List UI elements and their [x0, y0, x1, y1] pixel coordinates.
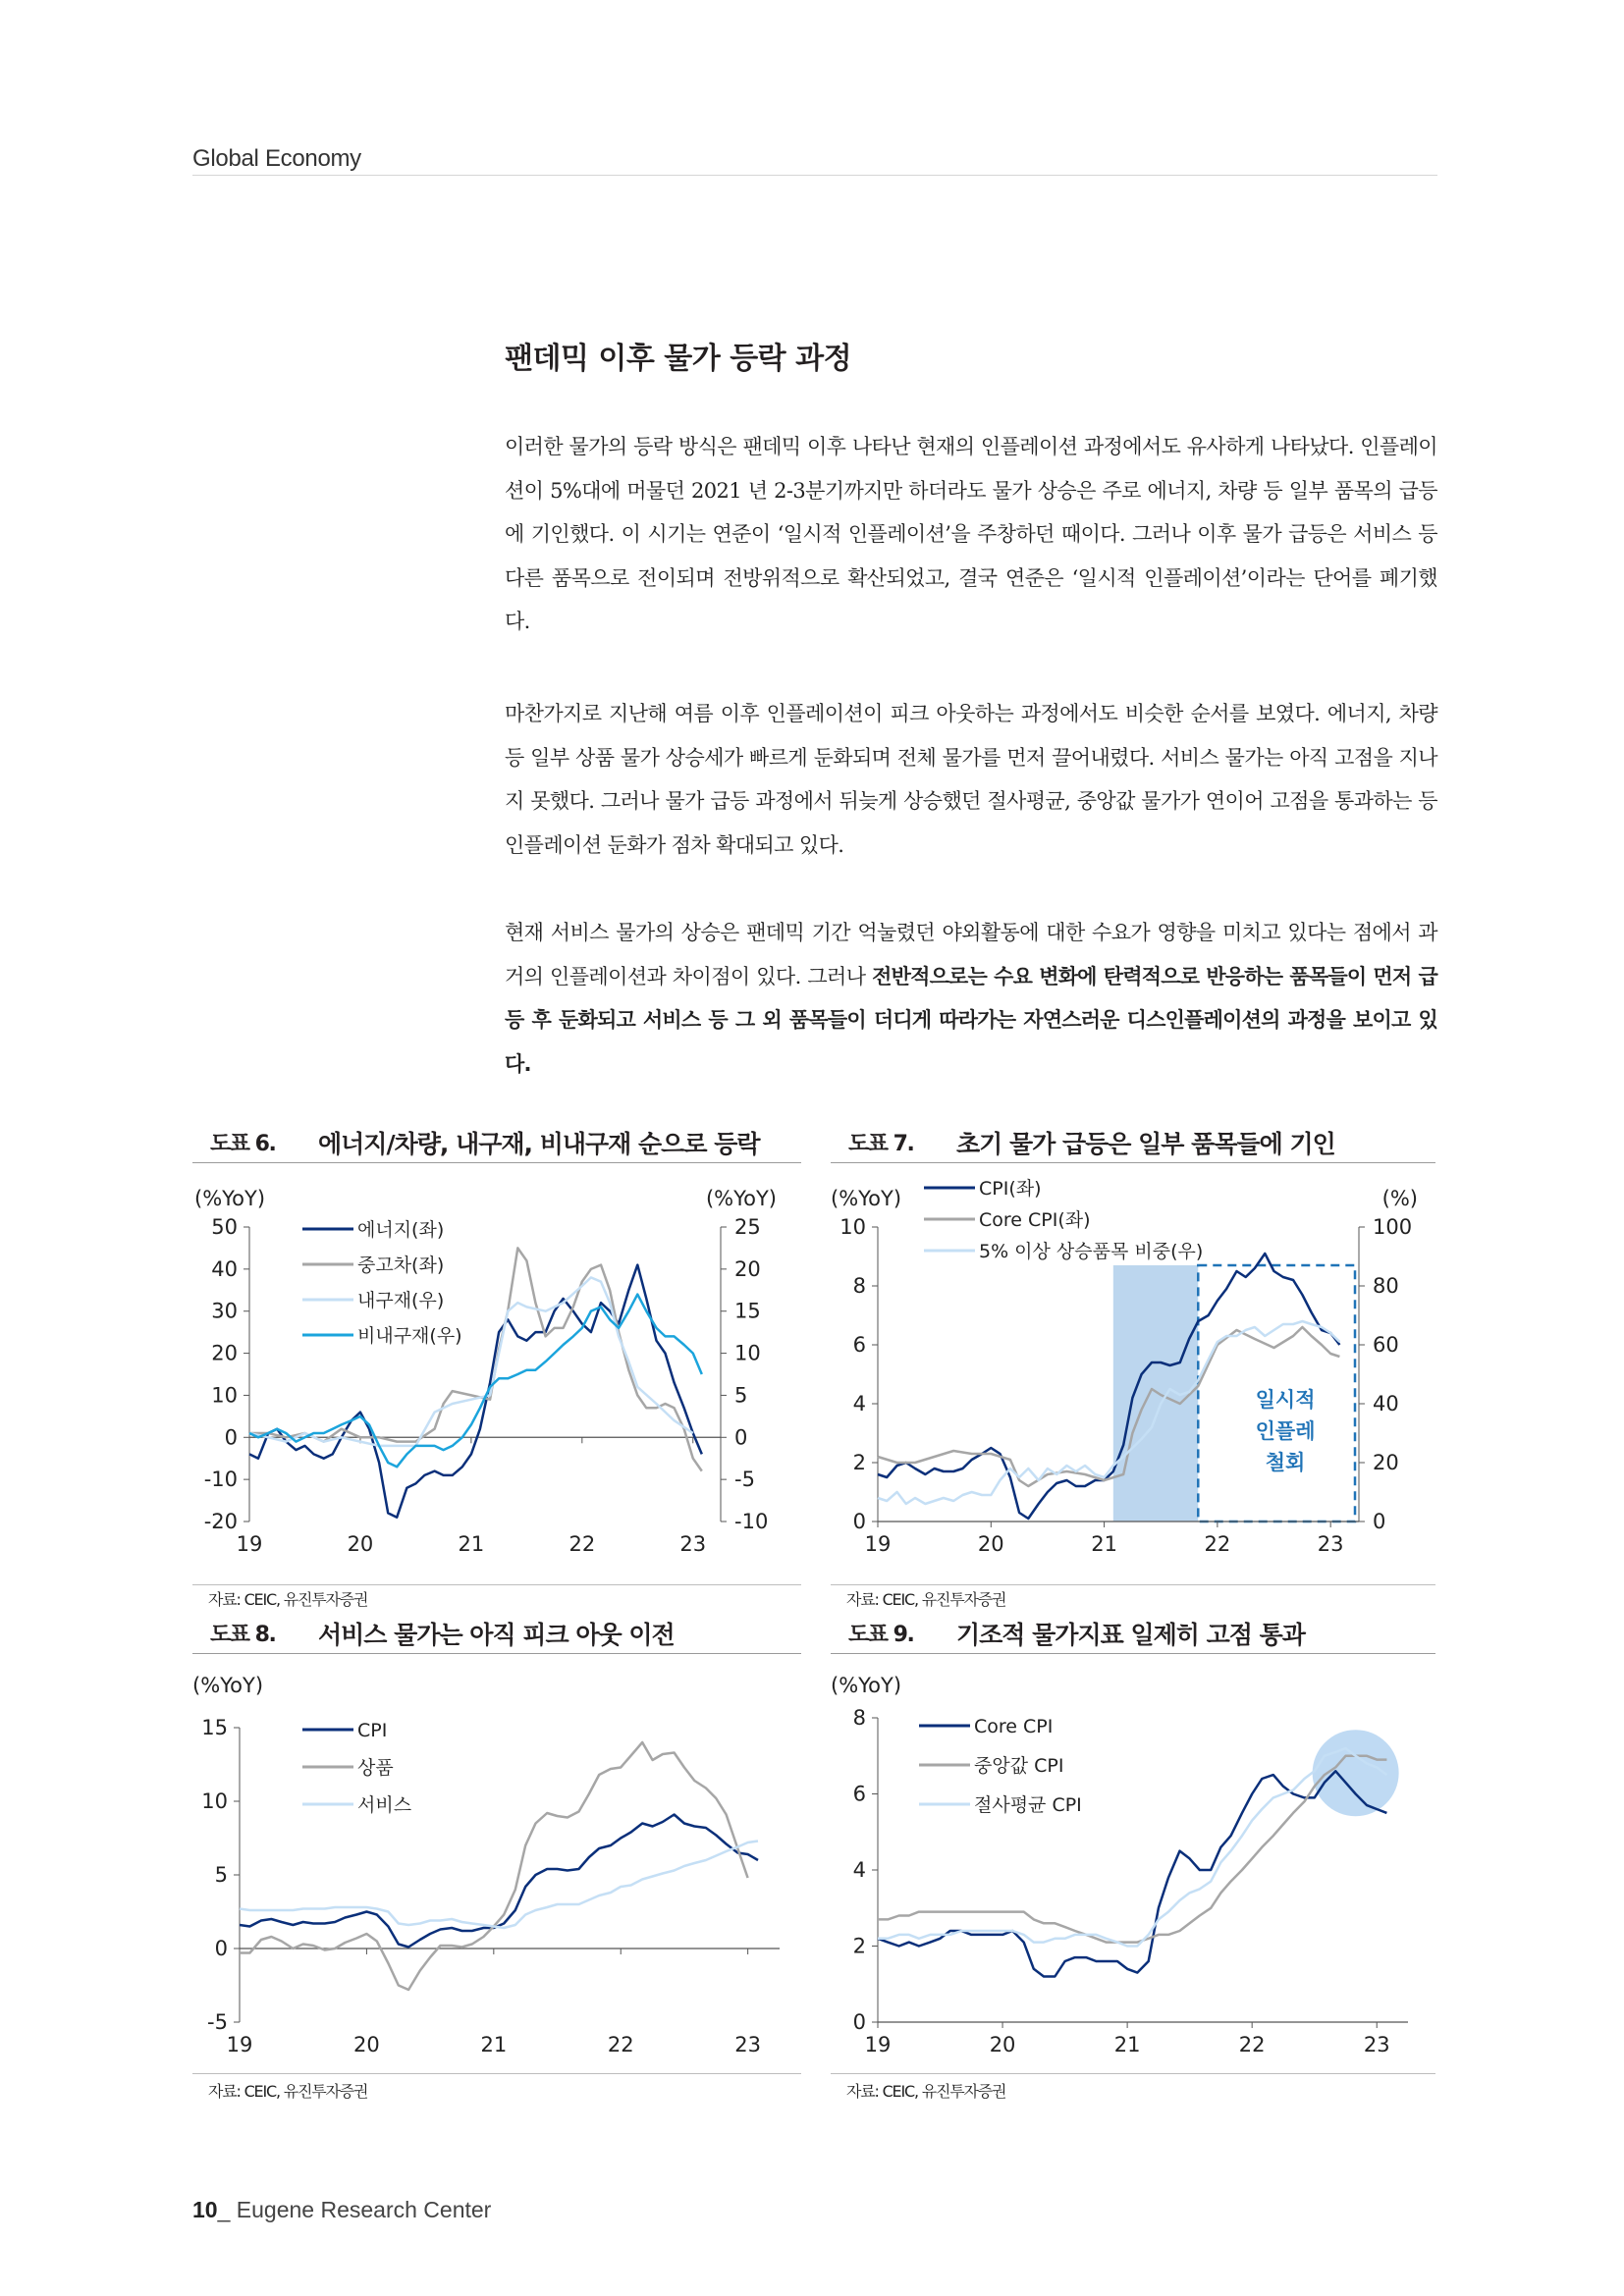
legend-label-2: 절사평균 CPI [974, 1794, 1082, 1816]
y-tick-label-right: 25 [734, 1215, 761, 1239]
figure-9-title: 기조적 물가지표 일제히 고점 통과 [956, 1621, 1305, 1649]
x-tick-label: 21 [1091, 1532, 1117, 1556]
y-tick-label-right: -5 [734, 1468, 755, 1492]
x-tick-label: 23 [1317, 1532, 1344, 1556]
x-tick-label: 19 [864, 2033, 892, 2056]
x-tick-label: 23 [734, 2033, 762, 2056]
y-tick-label-right: 60 [1373, 1333, 1399, 1357]
page-footer [192, 2197, 491, 2223]
y-tick-label-left: -5 [207, 2010, 228, 2034]
figure-8-heading [192, 1618, 801, 1654]
x-tick-label: 19 [226, 2033, 253, 2056]
y-tick-label-left: 2 [852, 1934, 866, 1958]
y-tick-label-left: 30 [211, 1299, 238, 1323]
y-tick-label-right: 0 [734, 1425, 748, 1450]
series-line-1 [878, 1756, 1386, 1943]
figure-8-number: 도표 8. [210, 1623, 276, 1647]
figure-7-title: 초기 물가 급등은 일부 품목들에 기인 [956, 1130, 1335, 1158]
y-tick-label-right: 15 [734, 1299, 761, 1323]
legend-label-1: 중고차(좌) [357, 1255, 445, 1276]
annotation-text: 인플레 [1255, 1419, 1316, 1443]
y-tick-label-left: 5 [214, 1863, 228, 1887]
x-tick-label: 21 [458, 1532, 485, 1556]
y-tick-label-left: 20 [211, 1341, 238, 1365]
y-tick-label-right: 20 [734, 1256, 761, 1281]
figure-6-number: 도표 6. [210, 1132, 276, 1156]
y-tick-label-left: 4 [852, 1858, 866, 1882]
figure-6-chart [192, 1170, 801, 1582]
y-tick-label-left: 0 [224, 1425, 238, 1450]
figure-9-chart [831, 1661, 1435, 2073]
x-tick-label: 20 [989, 2033, 1016, 2056]
figure-6-source: 자료: CEIC, 유진투자증권 [208, 1590, 368, 1609]
x-tick-label: 20 [347, 1532, 374, 1556]
figure-8-chart [192, 1661, 801, 2073]
figure-6-title: 에너지/차량, 내구재, 비내구재 순으로 등락 [318, 1130, 760, 1158]
figure-6-source-divider [192, 1584, 801, 1585]
paragraph-1: 이러한 물가의 등락 방식은 팬데믹 이후 나타난 현재의 인플레이션 과정에서도 유사하게 나타났다. 인플레이션이 5%대에 머물던 2021 년 2-3분기까지만 하더라도 물가 상승은 주로 에너지, 차량 등 일부 품목의 급등에 기인했다. 이 시기는 연준이 ‘일시적 인플레이션’을 주창하던 때이다. 그러나 이후 물가 급등은 서비스 등 다른 품목으로 전이되며 전방위적으로 확산되었고, 결국 연준은 ‘일시적 인플레이션’이라는 단어를 폐기했다. [505, 435, 1437, 633]
y-tick-label-right: -10 [734, 1510, 769, 1533]
paragraph-2: 마찬가지로 지난해 여름 이후 인플레이션이 피크 아웃하는 과정에서도 비슷한 순서를 보였다. 에너지, 차량 등 일부 상품 물가 상승세가 빠르게 둔화되며 전체 물가를 먼저 끌어내렸다. 서비스 물가는 아직 고점을 지나지 못했다. 그러나 물가 급등 과정에서 뒤늦게 상승했던 절사평균, 중앙값 물가가 연이어 고점을 통과하는 등 인플레이션 둔화가 점차 확대되고 있다. [505, 702, 1437, 857]
y-tick-label-right: 10 [734, 1341, 761, 1365]
figure-7-heading [831, 1127, 1435, 1163]
legend-label-0: CPI [357, 1720, 388, 1741]
y-tick-label-left: 0 [852, 2010, 866, 2034]
x-tick-label: 21 [1113, 2033, 1141, 2056]
figure-7-number: 도표 7. [848, 1132, 914, 1156]
figure-7-source: 자료: CEIC, 유진투자증권 [846, 1590, 1006, 1609]
y-tick-label-right: 40 [1373, 1392, 1399, 1415]
x-tick-label: 22 [1238, 2033, 1266, 2056]
y-tick-label-left: 10 [211, 1383, 238, 1408]
y-tick-label-right: 5 [734, 1383, 748, 1408]
legend-label-0: Core CPI [974, 1716, 1054, 1737]
header-divider [192, 175, 1437, 176]
legend-label-2: 내구재(우) [357, 1290, 445, 1311]
legend-label-3: 비내구재(우) [357, 1325, 462, 1347]
x-tick-label: 23 [679, 1532, 707, 1556]
y-axis-unit-left: (%YoY) [831, 1187, 902, 1210]
legend-label-2: 5% 이상 상승품목 비중(우) [979, 1241, 1204, 1262]
paragraph-3 [505, 911, 1437, 1086]
x-tick-label: 21 [480, 2033, 508, 2056]
figure-9-source-divider [831, 2073, 1435, 2074]
annotation-text: 일시적 [1255, 1388, 1316, 1412]
y-tick-label-left: 4 [852, 1392, 866, 1415]
y-axis-unit-right: (%YoY) [705, 1187, 777, 1210]
figure-7-source-divider [831, 1584, 1435, 1585]
figure-9-heading [831, 1618, 1435, 1654]
y-tick-label-left: 10 [201, 1789, 228, 1813]
paragraph-3-emphasis: 전반적으로는 수요 변화에 탄력적으로 반응하는 품목들이 먼저 급등 후 둔화되고 서비스 등 그 외 품목들이 더디게 따라가는 자연스러운 디스인플레이션의 과정을 보이고 있다. [505, 964, 1437, 1076]
y-tick-label-right: 80 [1373, 1274, 1399, 1298]
article-title: 팬데믹 이후 물가 등락 과정 [505, 342, 852, 376]
y-axis-unit-left: (%YoY) [831, 1674, 902, 1697]
footer-org: Eugene Research Center [236, 2197, 492, 2222]
y-tick-label-left: 6 [852, 1782, 866, 1806]
figure-9-source: 자료: CEIC, 유진투자증권 [846, 2082, 1006, 2101]
y-tick-label-right: 20 [1373, 1451, 1399, 1474]
y-tick-label-left: 50 [211, 1215, 238, 1239]
legend-label-2: 서비스 [357, 1794, 412, 1816]
y-tick-label-left: 10 [839, 1215, 866, 1239]
legend-label-1: Core CPI(좌) [979, 1209, 1091, 1231]
y-tick-label-left: 8 [852, 1274, 866, 1298]
legend-label-1: 중앙값 CPI [974, 1755, 1064, 1777]
x-tick-label: 22 [568, 1532, 596, 1556]
y-tick-label-left: 40 [211, 1256, 238, 1281]
y-tick-label-left: 6 [852, 1333, 866, 1357]
figure-8-title: 서비스 물가는 아직 피크 아웃 이전 [318, 1621, 675, 1649]
x-tick-label: 23 [1363, 2033, 1390, 2056]
x-tick-label: 22 [607, 2033, 634, 2056]
y-axis-unit-left: (%YoY) [194, 1187, 266, 1210]
series-line-2 [240, 1842, 758, 1929]
y-tick-label-left: 2 [852, 1451, 866, 1474]
paragraph-3-text: 현재 서비스 물가의 상승은 팬데믹 기간 억눌렸던 야외활동에 대한 수요가 영향을 미치고 있다는 점에서 과거의 인플레이션과 차이점이 있다. 그러나 [505, 921, 1437, 988]
y-tick-label-left: 0 [214, 1937, 228, 1960]
y-axis-unit-left: (%YoY) [192, 1674, 264, 1697]
y-axis-unit-right: (%) [1381, 1187, 1418, 1210]
x-tick-label: 19 [864, 1532, 892, 1556]
figure-9-number: 도표 9. [848, 1623, 914, 1647]
y-tick-label-left: 0 [852, 1510, 866, 1533]
y-tick-label-left: -10 [203, 1468, 238, 1492]
annotation-text: 철회 [1265, 1451, 1306, 1474]
legend-label-0: 에너지(좌) [357, 1219, 445, 1241]
x-tick-label: 19 [236, 1532, 263, 1556]
footer-separator: _ [217, 2197, 231, 2222]
legend-label-0: CPI(좌) [979, 1178, 1042, 1200]
figure-7-chart [831, 1170, 1435, 1582]
x-tick-label: 20 [977, 1532, 1004, 1556]
y-tick-label-right: 0 [1373, 1510, 1386, 1533]
y-tick-label-left: -20 [203, 1510, 238, 1533]
y-tick-label-left: 8 [852, 1706, 866, 1730]
series-line-2 [878, 1748, 1386, 1947]
x-tick-label: 20 [353, 2033, 380, 2056]
legend-label-1: 상품 [357, 1757, 394, 1779]
figure-8-source: 자료: CEIC, 유진투자증권 [208, 2082, 368, 2101]
figure-8-source-divider [192, 2073, 801, 2074]
running-header: Global Economy [192, 145, 361, 172]
page-number: 10 [192, 2197, 218, 2222]
figure-6-heading [192, 1127, 801, 1163]
y-tick-label-right: 100 [1373, 1215, 1413, 1239]
y-tick-label-left: 15 [201, 1716, 228, 1739]
x-tick-label: 22 [1204, 1532, 1231, 1556]
